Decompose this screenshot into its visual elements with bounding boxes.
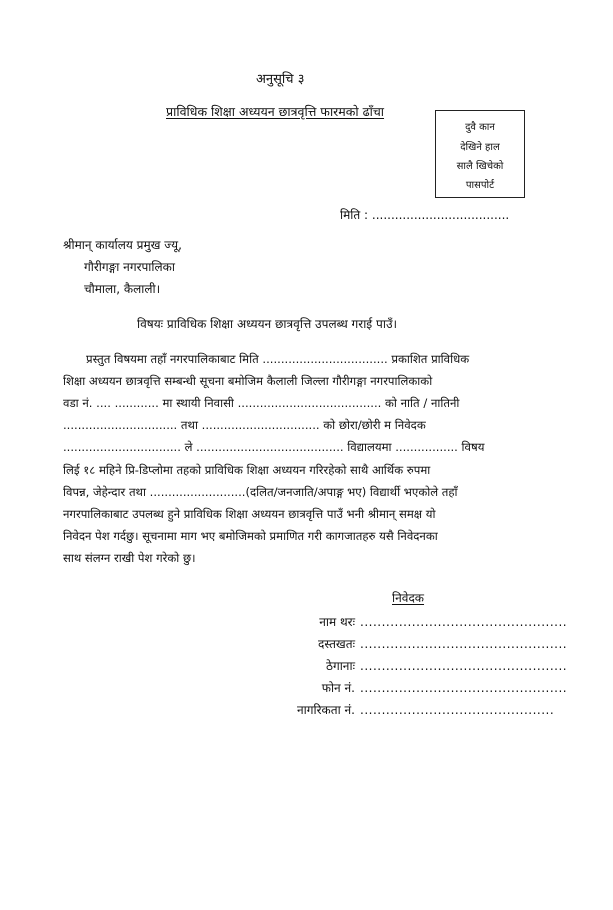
- passport-photo-box: [435, 110, 525, 198]
- name-dots: ................................................: [360, 615, 568, 629]
- body-line: निवेदन पेश गर्दछु। सूचनामा माग भए बमोजिमको प्रमाणित गरी कागजातहरु यसै निवेदनका: [63, 529, 438, 543]
- body-line: साथ संलग्न राखी पेश गरेको छु।: [63, 551, 196, 565]
- body-line: ................................ ले ........................................ विद्यालयमा ................. विषय: [63, 440, 485, 454]
- form-title: प्राविधिक शिक्षा अध्ययन छात्रवृत्ति फारमको ढाँचा: [166, 104, 385, 119]
- body-line: विपन्न, जेहेन्दार तथा ..........................(दलित/जनजाति/अपाङ्ग भए) विद्यार्थी भएकोले तहाँ: [63, 485, 458, 499]
- phone-label: फोन नं.: [321, 681, 355, 695]
- subject-line: विषयः प्राविधिक शिक्षा अध्ययन छात्रवृत्ति उपलब्ध गराई पाउँ।: [137, 317, 398, 331]
- address-location: चौमाला, कैलाली।: [84, 282, 161, 296]
- body-line: प्रस्तुत विषयमा तहाँ नगरपालिकाबाट मिति .................................. प्रकाशित प्राविधिक: [86, 352, 470, 366]
- photo-box-line: देखिने हाल: [460, 142, 500, 153]
- annex-label: अनुसूचि ३: [256, 72, 305, 87]
- date-field: मिति : ....................................: [340, 208, 510, 222]
- body-line: वडा नं. .... ............ मा स्थायी निवासी ....................................... को नाति / नातिनी: [63, 396, 460, 410]
- address-recipient: श्रीमान् कार्यालय प्रमुख ज्यू,: [63, 238, 182, 252]
- photo-box-line: पासपोर्ट: [465, 180, 495, 191]
- body-line: शिक्षा अध्ययन छात्रवृत्ति सम्बन्धी सूचना बमोजिम कैलाली जिल्ला गौरीगङ्गा नगरपालिकाको: [63, 374, 433, 388]
- address-label: ठेगानाः: [325, 659, 355, 673]
- address-dots: ................................................: [360, 659, 568, 673]
- citizenship-dots: .............................................: [360, 703, 555, 717]
- address-municipality: गौरीगङ्गा नगरपालिका: [84, 260, 175, 274]
- photo-box-line: दुवै कान: [465, 122, 495, 133]
- photo-box-line: सालै खिचेको: [456, 161, 504, 172]
- signature-dots: ................................................: [360, 637, 568, 651]
- applicant-heading: निवेदक: [392, 591, 425, 605]
- signature-label: दस्तखतः: [318, 637, 355, 651]
- phone-dots: ................................................: [360, 681, 568, 695]
- name-label: नाम थरः: [319, 615, 355, 629]
- body-line: लिई १८ महिने प्रि-डिप्लोमा तहको प्राविधिक शिक्षा अध्ययन गरिरहेको साथै आर्थिक रुपमा: [63, 463, 431, 477]
- citizenship-label: नागरिकता नं.: [297, 703, 355, 717]
- body-line: ............................... तथा ................................ को छोरा/छोरी म निवेदक: [63, 418, 426, 432]
- body-line: नगरपालिकाबाट उपलब्ध हुने प्राविधिक शिक्षा अध्ययन छात्रवृत्ति पाउँ भनी श्रीमान् समक्ष यो: [63, 507, 436, 521]
